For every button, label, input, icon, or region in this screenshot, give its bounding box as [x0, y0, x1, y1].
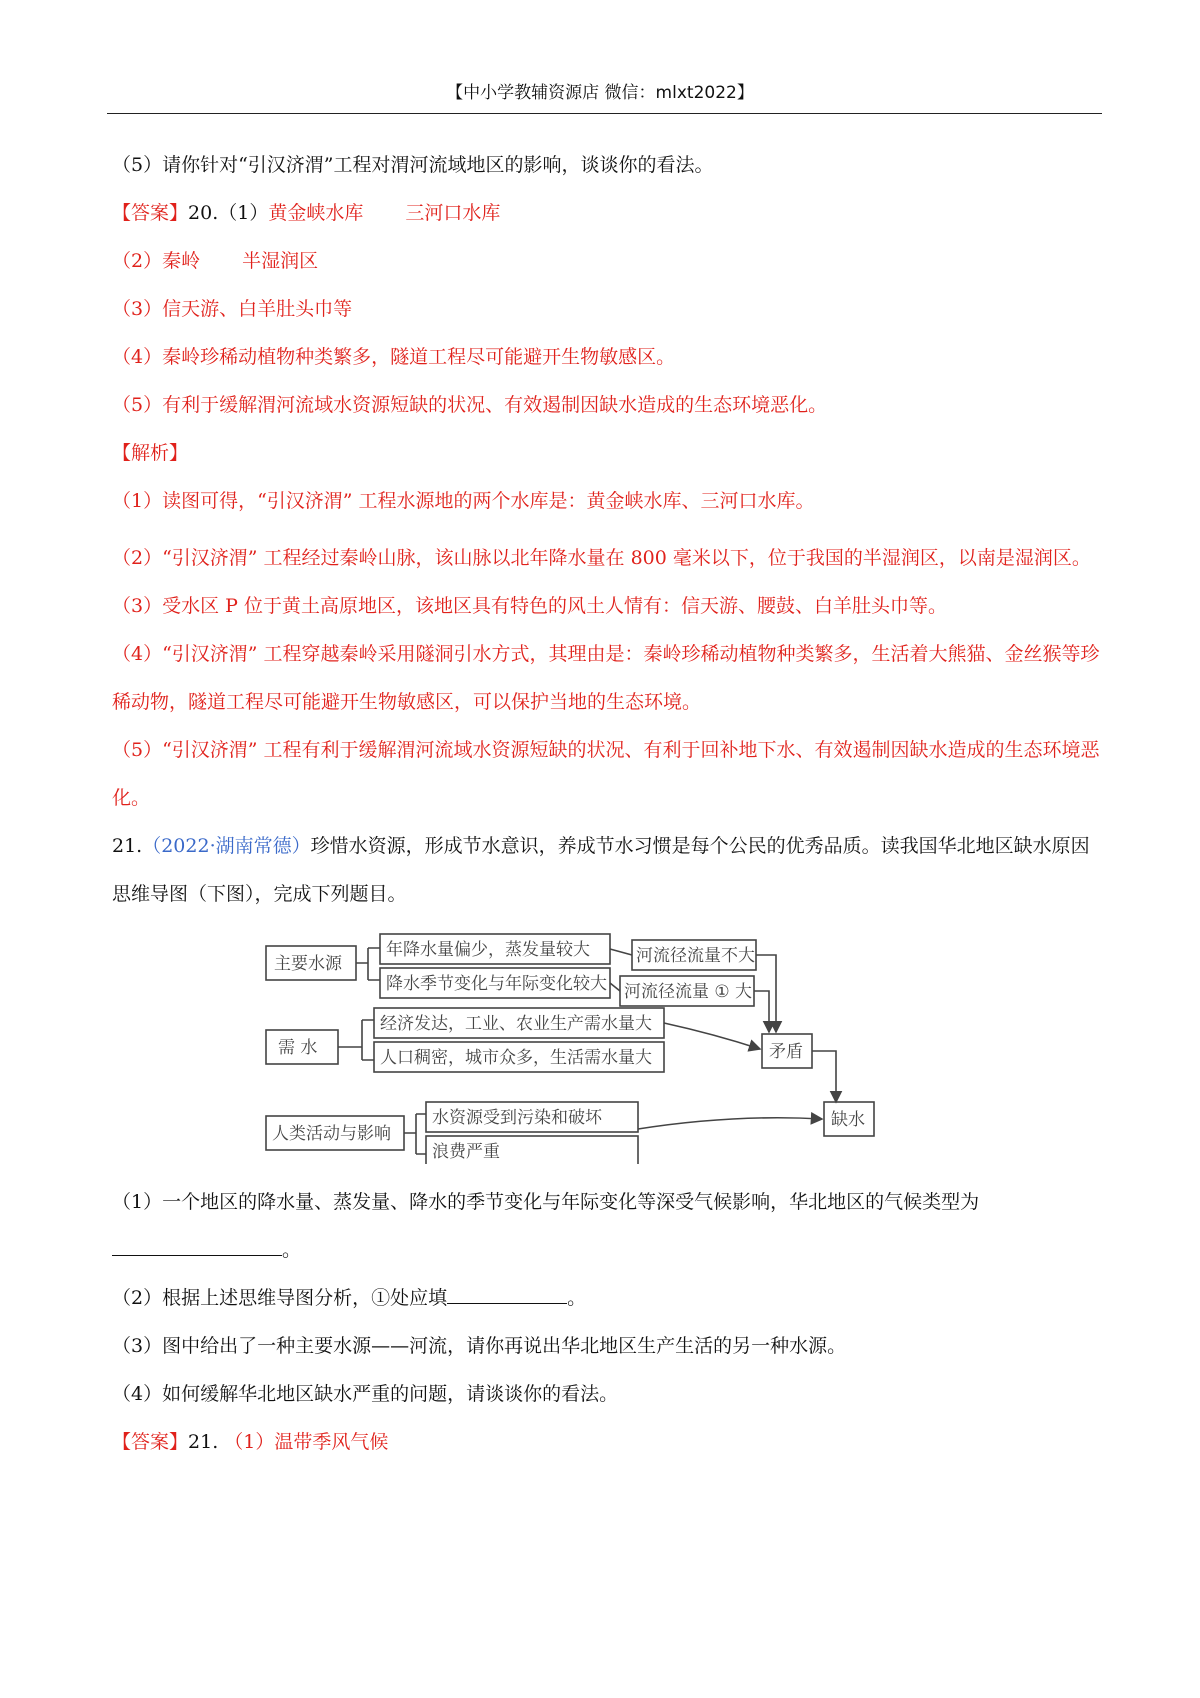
question-text: （2）根据上述思维导图分析，①处应填: [112, 1287, 448, 1309]
answer-text: 半湿润区: [242, 250, 319, 272]
question-source: （2022·湖南常德）: [142, 835, 311, 857]
cause-label: 年降水量偏少，蒸发量较大: [386, 940, 590, 960]
answer20-part5: （5）有利于缓解渭河流域水资源短缺的状况、有效遏制因缺水造成的生态环境恶化。: [112, 394, 828, 416]
human-activity-label: 人类活动与影响: [272, 1124, 391, 1144]
analysis-p3: （3）受水区 P 位于黄土高原地区，该地区具有特色的风土人情有：信天游、腰鼓、白羊肚头巾等。: [112, 595, 947, 617]
answer-text: 秦岭: [162, 250, 201, 272]
header-divider: [107, 113, 1102, 114]
q21-part3: （3）图中给出了一种主要水源——河流，请你再说出华北地区生产生活的另一种水源。: [112, 1335, 847, 1357]
analysis-label: 【解析】: [112, 442, 189, 464]
answer20-part4: （4）秦岭珍稀动植物种类繁多，隧道工程尽可能避开生物敏感区。: [112, 346, 676, 368]
answer20-part1: [112, 198, 1107, 228]
answer-label: 【答案】: [112, 202, 189, 224]
cause-label: 经济发达，工业、农业生产需水量大: [380, 1014, 652, 1034]
answer-text: 三河口水库: [405, 202, 501, 224]
punctuation: 。: [282, 1239, 302, 1261]
cause-label: 浪费严重: [432, 1142, 500, 1162]
contradiction-label: 矛盾: [769, 1042, 803, 1062]
question-text: （1）一个地区的降水量、蒸发量、降水的季节变化与年际变化等深受气候影响，华北地区的气候类型为: [112, 1191, 980, 1213]
answer-label: 【答案】: [112, 1431, 189, 1453]
answer-blank: [447, 1281, 567, 1304]
q21-part1: [112, 1178, 1107, 1226]
answer-text: （2）: [112, 250, 163, 272]
q21-part2: [112, 1274, 1107, 1322]
answer-number: 21.: [188, 1431, 219, 1453]
answer21-part1: [112, 1418, 1107, 1466]
answer-text: 黄金峡水库: [268, 202, 364, 224]
q21-part4: （4）如何缓解华北地区缺水严重的问题，请谈谈你的看法。: [112, 1383, 619, 1405]
q21-part1-blank-line: [112, 1226, 1107, 1274]
cause-label: 人口稠密，城市众多，生活需水量大: [380, 1048, 652, 1068]
answer-text: （1）温带季风气候: [224, 1431, 389, 1453]
answer20-part2: [112, 246, 1107, 276]
answer-number: 20.（1）: [188, 202, 269, 224]
analysis-p5: （5）“引汉济渭” 工程有利于缓解渭河流域水资源短缺的状况、有利于回补地下水、有效遏制因缺水造成的生态环境恶化。: [112, 739, 1100, 809]
answer-blank: [112, 1233, 282, 1256]
q21-stem: [112, 822, 1107, 918]
effect-label: 河流径流量 ① 大: [624, 982, 753, 1002]
q20-part5: （5）请你针对“引汉济渭”工程对渭河流域地区的影响，谈谈你的看法。: [112, 154, 714, 176]
question-stem: 珍惜水资源，形成节水意识，养成节水习惯是每个公民的优秀品质。读我国华北地区缺水原因思维导图（下图），完成下列题目。: [112, 835, 1090, 905]
cause-label: 水资源受到污染和破坏: [432, 1108, 602, 1128]
analysis-p4: （4）“引汉济渭” 工程穿越秦岭采用隧洞引水方式，其理由是：秦岭珍稀动植物种类繁多，生活着大熊猫、金丝猴等珍稀动物，隧道工程尽可能避开生物敏感区，可以保护当地的生态环境。: [112, 643, 1100, 713]
mind-map-svg: [264, 924, 904, 1164]
analysis-p1: （1）读图可得，“引汉济渭” 工程水源地的两个水库是：黄金峡水库、三河口水库。: [112, 490, 815, 512]
mind-map-diagram: [112, 924, 1107, 1164]
shortage-label: 缺水: [831, 1110, 865, 1130]
page-header: 【中小学教辅资源店 微信：mlxt2022】: [446, 83, 754, 103]
analysis-p2: （2）“引汉济渭” 工程经过秦岭山脉，该山脉以北年降水量在 800 毫米以下，位于我国的半湿润区，以南是湿润区。: [112, 547, 1091, 569]
question-number: 21.: [112, 835, 143, 857]
demand-label: 需 水: [278, 1038, 318, 1058]
answer20-part3: （3）信天游、白羊肚头巾等: [112, 298, 353, 320]
punctuation: 。: [567, 1287, 587, 1309]
document-body: [112, 150, 1107, 1466]
effect-label: 河流径流量不大: [636, 946, 755, 966]
main-water-label: 主要水源: [274, 954, 342, 974]
cause-label: 降水季节变化与年际变化较大: [386, 974, 607, 994]
